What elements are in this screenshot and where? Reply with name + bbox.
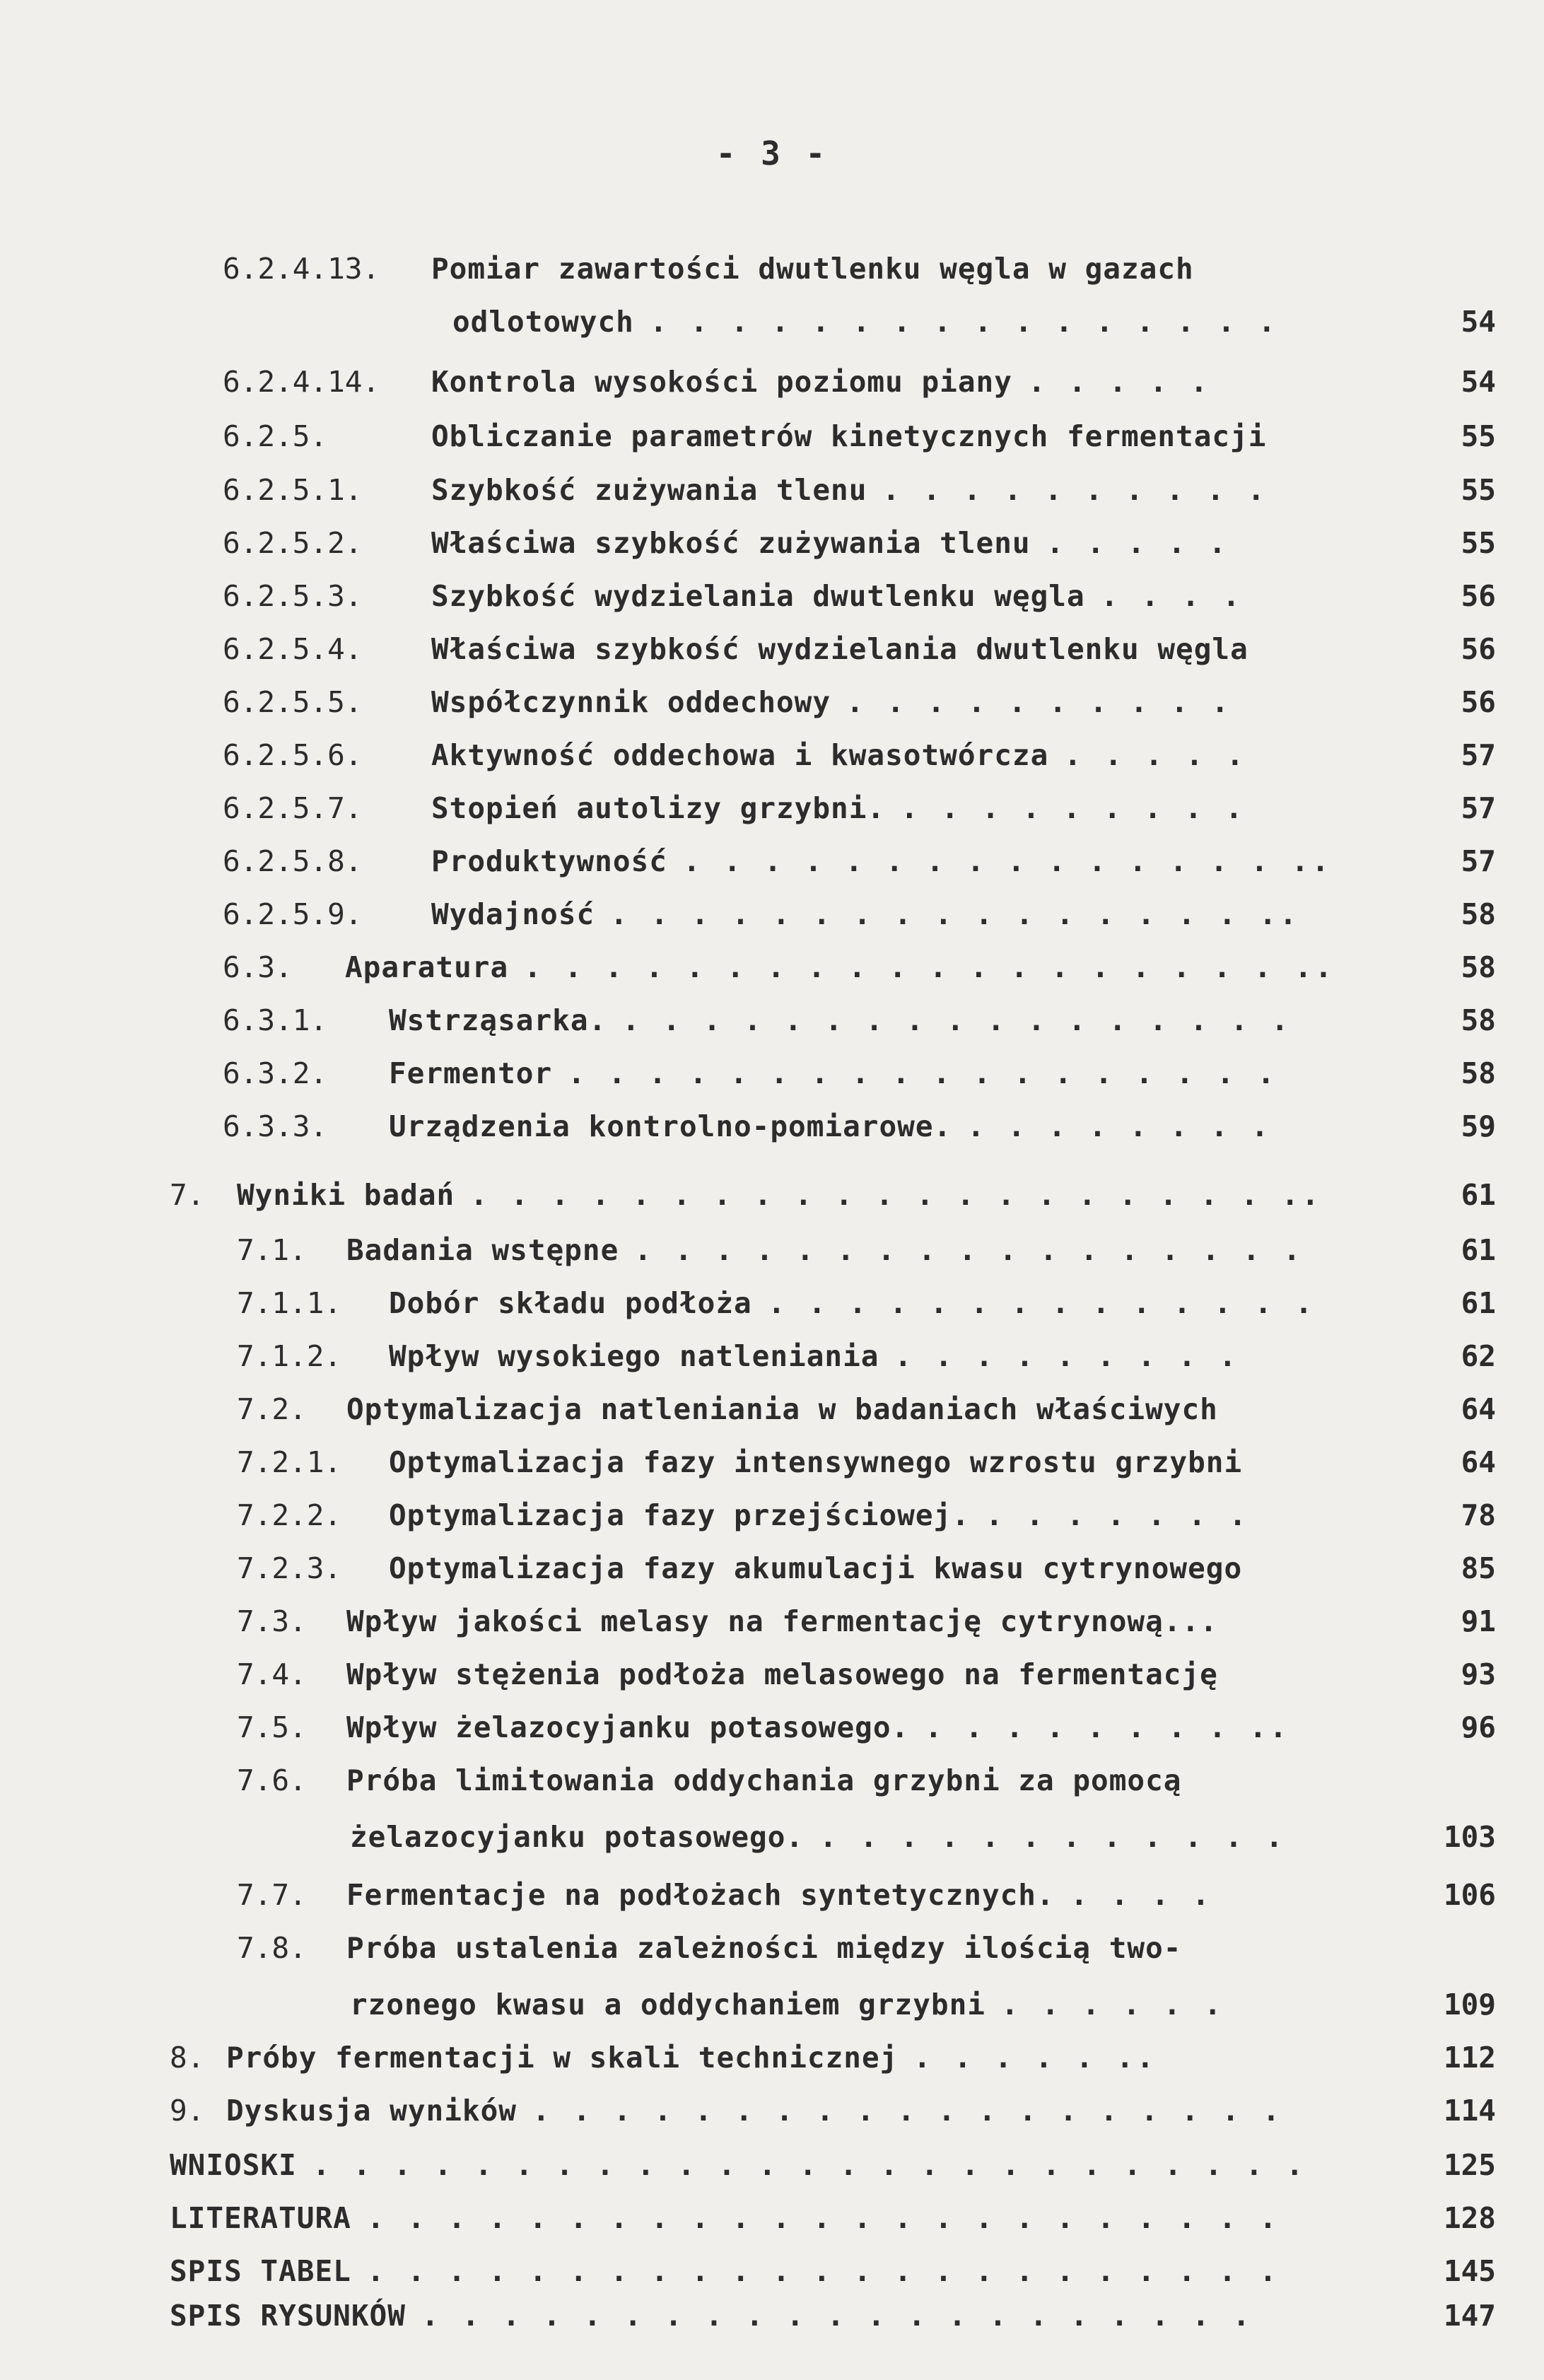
toc-entry-number: 8.	[170, 2041, 205, 2075]
toc-entry-page: 147	[1443, 2299, 1496, 2333]
toc-entry-title: SPIS RYSUNKÓW	[170, 2299, 406, 2333]
toc-entry-number: 7.1.	[237, 1233, 307, 1267]
toc-entry-title: Wpływ stężenia podłoża melasowego na fermentację	[346, 1657, 1218, 1691]
toc-entry	[0, 1980, 1544, 2029]
toc-entry	[0, 1331, 1544, 1381]
toc-entry-number: 6.2.4.14.	[223, 365, 380, 399]
toc-entry-title: Fermentacje na podłożach syntetycznych.	[346, 1878, 1055, 1912]
toc-entry	[0, 836, 1544, 886]
toc-entry-leader: . . . . . . . . . . . . . . . . . . .	[532, 2094, 1283, 2128]
toc-entry-page: 78	[1461, 1498, 1496, 1532]
toc-entry-number: 7.3.	[237, 1604, 307, 1638]
toc-entry-leader: . . . . . . . . . . . . . . . ..	[683, 844, 1332, 878]
toc-entry	[0, 2086, 1544, 2135]
toc-entry-leader: . . . . . . . . . . . . . .	[768, 1286, 1316, 1320]
toc-entry-title: Wstrząsarka.	[389, 1003, 607, 1037]
toc-entry	[0, 357, 1544, 407]
toc-entry	[0, 2291, 1544, 2340]
toc-entry-page: 61	[1461, 1286, 1496, 1320]
toc-entry-title: Wpływ żelazocyjanku potasowego.	[346, 1710, 910, 1744]
toc-entry-leader: . . . . . . . . . . . .	[819, 1820, 1286, 1854]
toc-entry-title: Wpływ jakości melasy na fermentację cytrynową...	[346, 1604, 1218, 1638]
toc-entry-number: 7.2.3.	[237, 1551, 342, 1585]
toc-entry	[0, 1870, 1544, 1920]
toc-entry-number: 7.1.2.	[237, 1339, 342, 1373]
toc-entry-title: SPIS TABEL	[170, 2254, 351, 2288]
toc-entry-page: 54	[1461, 305, 1496, 339]
toc-entry-number: 7.4.	[237, 1657, 307, 1691]
toc-entry	[0, 518, 1544, 568]
toc-entry-title: Optymalizacja fazy akumulacji kwasu cytrynowego	[389, 1551, 1243, 1585]
toc-entry-title: Właściwa szybkość zużywania tlenu	[431, 526, 1031, 560]
toc-entry	[0, 1923, 1544, 1973]
toc-entry	[0, 783, 1544, 833]
toc-entry-leader: . . . . . . . . . . . . . . . . . . . . . . .	[367, 2254, 1280, 2288]
toc-entry-number: 6.2.5.7.	[223, 791, 363, 825]
toc-entry-page: 55	[1461, 419, 1496, 453]
toc-entry-title: Wydajność	[431, 897, 595, 931]
toc-entry	[0, 1384, 1544, 1434]
toc-entry-page: 55	[1461, 526, 1496, 560]
toc-entry-leader: . . . . . ..	[913, 2041, 1157, 2075]
toc-entry-leader: . . . .	[1070, 1878, 1212, 1912]
toc-entry	[0, 1756, 1544, 1805]
toc-entry	[0, 1544, 1544, 1593]
toc-entry	[0, 1812, 1544, 1862]
page-number: - 3 -	[715, 134, 829, 173]
toc-entry-title: Stopień autolizy grzybni.	[431, 791, 886, 825]
toc-entry-page: 103	[1443, 1820, 1496, 1854]
toc-entry-page: 54	[1461, 365, 1496, 399]
toc-entry-page: 56	[1461, 632, 1496, 666]
toc-entry-leader: . . . . . . . . .	[894, 1339, 1239, 1373]
toc-entry-page: 128	[1443, 2201, 1496, 2235]
toc-entry-leader: . . . . . .	[1001, 1988, 1224, 2022]
toc-entry	[0, 677, 1544, 727]
toc-entry-number: 6.2.4.13.	[223, 252, 380, 286]
toc-entry-page: 59	[1461, 1109, 1496, 1143]
toc-entry	[0, 244, 1544, 293]
toc-entry-page: 56	[1461, 685, 1496, 719]
toc-entry-leader: . . . . . . . . . . . . . . . . . . . . .	[421, 2299, 1253, 2333]
toc-entry-number: 7.2.1.	[237, 1445, 342, 1479]
toc-entry-title: Fermentor	[389, 1056, 553, 1090]
toc-entry-leader: . . . . . . . . .	[901, 791, 1246, 825]
toc-entry-title: Współczynnik oddechowy	[431, 685, 831, 719]
toc-entry-title: Pomiar zawartości dwutlenku węgla w gazach	[431, 252, 1194, 286]
toc-entry-page: 93	[1461, 1657, 1496, 1691]
toc-entry-page: 96	[1461, 1710, 1496, 1744]
toc-entry-page: 57	[1461, 738, 1496, 772]
toc-entry-number: 6.3.2.	[223, 1056, 328, 1090]
toc-entry	[0, 1703, 1544, 1752]
toc-entry-title: Próba limitowania oddychania grzybni za pomocą	[346, 1763, 1182, 1797]
toc-entry	[0, 1650, 1544, 1699]
toc-entry-number: 7.2.	[237, 1392, 307, 1426]
toc-entry-title: Właściwa szybkość wydzielania dwutlenku węgla	[431, 632, 1248, 666]
toc-entry	[0, 1049, 1544, 1098]
toc-entry-number: 7.5.	[237, 1710, 307, 1744]
toc-entry-number: 7.2.2.	[237, 1498, 342, 1532]
toc-entry-page: 106	[1443, 1878, 1496, 1912]
toc-entry-page: 62	[1461, 1339, 1496, 1373]
toc-entry-title: Badania wstępne	[346, 1233, 619, 1267]
toc-entry-title: Optymalizacja fazy intensywnego wzrostu grzybni	[389, 1445, 1243, 1479]
toc-entry	[0, 297, 1544, 346]
toc-entry-number: 6.2.5.5.	[223, 685, 363, 719]
toc-entry-leader: . . . . .	[1046, 526, 1229, 560]
toc-entry-page: 145	[1443, 2254, 1496, 2288]
toc-entry-number: 6.2.5.1.	[223, 473, 363, 507]
toc-entry-page: 57	[1461, 844, 1496, 878]
toc-entry	[0, 624, 1544, 674]
toc-entry-page: 91	[1461, 1604, 1496, 1638]
toc-entry	[0, 2033, 1544, 2082]
toc-entry-leader: . . . . . . . . . . . . . . . . . . . . . . . . .	[312, 2148, 1306, 2182]
toc-entry	[0, 730, 1544, 780]
toc-entry-leader: . . . . . . . . . . . . . . . .	[650, 305, 1279, 339]
toc-entry	[0, 1491, 1544, 1540]
toc-entry-title: rzonego kwasu a oddychaniem grzybni	[350, 1988, 986, 2022]
toc-entry-title: Wpływ wysokiego natleniania	[389, 1339, 879, 1373]
toc-entry-leader: . . . . .	[1028, 365, 1211, 399]
toc-entry-page: 61	[1461, 1178, 1496, 1212]
toc-entry-page: 114	[1443, 2094, 1496, 2128]
toc-entry-page: 58	[1461, 897, 1496, 931]
toc-entry-number: 6.2.5.3.	[223, 579, 363, 613]
toc-entry-number: 6.3.	[223, 950, 293, 984]
toc-entry-title: Produktywność	[431, 844, 667, 878]
toc-entry-leader: . . . . . . . . . . . . . . . . . . . . ..	[470, 1178, 1322, 1212]
toc-entry-number: 6.2.5.6.	[223, 738, 363, 772]
toc-entry-title: odlotowych	[452, 305, 634, 339]
toc-entry	[0, 1278, 1544, 1328]
toc-entry-page: 55	[1461, 473, 1496, 507]
toc-entry-leader: . . . .	[1101, 579, 1243, 613]
toc-entry-page: 58	[1461, 1056, 1496, 1090]
toc-entry-page: 112	[1443, 2041, 1496, 2075]
toc-entry-leader: . . . . . . .	[986, 1498, 1249, 1532]
toc-entry-title: Szybkość wydzielania dwutlenku węgla	[431, 579, 1085, 613]
toc-entry-page: 85	[1461, 1551, 1496, 1585]
toc-entry-title: Dyskusja wyników	[226, 2094, 517, 2128]
toc-entry-page: 58	[1461, 950, 1496, 984]
toc-entry-page: 64	[1461, 1445, 1496, 1479]
toc-entry-leader: . . . . . . . . . . . . . . . . .	[622, 1003, 1292, 1037]
toc-entry-leader: . . . . . . . . . . . . . . . . ..	[610, 897, 1300, 931]
toc-entry-leader: . . . . . . . . . . . . . . . . . .	[568, 1056, 1277, 1090]
toc-entry-title: Dobór składu podłoża	[389, 1286, 752, 1320]
toc-entry-title: Szybkość zużywania tlenu	[431, 473, 867, 507]
toc-entry-leader: . . . . . . . . . .	[882, 473, 1268, 507]
toc-entry-title: Optymalizacja fazy przejściowej.	[389, 1498, 970, 1532]
toc-entry-leader: . . . . . . . . . . . . . . . . .	[634, 1233, 1304, 1267]
toc-entry-page: 125	[1443, 2148, 1496, 2182]
toc-entry-number: 7.8.	[237, 1931, 307, 1965]
toc-entry-number: 7.6.	[237, 1763, 307, 1797]
toc-entry-title: WNIOSKI	[170, 2148, 297, 2182]
toc-entry-number: 6.2.5.2.	[223, 526, 363, 560]
toc-entry-page: 57	[1461, 791, 1496, 825]
toc-entry-number: 6.3.3.	[223, 1109, 328, 1143]
toc-entry-title: Aktywność oddechowa i kwasotwórcza	[431, 738, 1049, 772]
toc-entry-title: Wyniki badań	[237, 1178, 455, 1212]
toc-entry	[0, 1597, 1544, 1646]
toc-entry-number: 6.2.5.	[223, 419, 328, 453]
toc-entry-title: Optymalizacja natleniania w badaniach właściwych	[346, 1392, 1218, 1426]
toc-entry-title: żelazocyjanku potasowego.	[350, 1820, 805, 1854]
toc-entry	[0, 1102, 1544, 1151]
toc-entry-title: Aparatura	[345, 950, 509, 984]
toc-entry-leader: . . . . . . . . . . . . . . . . . . . ..	[524, 950, 1335, 984]
toc-entry-leader: . . . . . . . . . . . . . . . . . . . . . . .	[367, 2201, 1280, 2235]
toc-entry	[0, 1170, 1544, 1220]
toc-entry-page: 56	[1461, 579, 1496, 613]
toc-entry-page: 61	[1461, 1233, 1496, 1267]
toc-entry	[0, 465, 1544, 515]
toc-entry	[0, 571, 1544, 621]
toc-entry-leader: . . . . . . . . ..	[925, 1710, 1290, 1744]
toc-entry	[0, 996, 1544, 1045]
toc-entry-title: Próba ustalenia zależności między ilością two-	[346, 1931, 1182, 1965]
toc-entry-title: Kontrola wysokości poziomu piany	[431, 365, 1012, 399]
toc-entry-leader: . . . . . . . . . .	[846, 685, 1232, 719]
toc-entry	[0, 2246, 1544, 2296]
toc-entry-number: 7.	[170, 1178, 205, 1212]
toc-entry-number: 9.	[170, 2094, 205, 2128]
toc-entry-page: 64	[1461, 1392, 1496, 1426]
toc-entry-title: Próby fermentacji w skali technicznej	[226, 2041, 899, 2075]
toc-entry-title: Urządzenia kontrolno-pomiarowe.	[389, 1109, 952, 1143]
toc-entry	[0, 943, 1544, 992]
toc-entry-number: 6.3.1.	[223, 1003, 328, 1037]
toc-entry-page: 58	[1461, 1003, 1496, 1037]
toc-entry-page: 109	[1443, 1988, 1496, 2022]
toc-entry-title: LITERATURA	[170, 2201, 351, 2235]
toc-entry	[0, 1225, 1544, 1275]
toc-entry-number: 7.1.1.	[237, 1286, 342, 1320]
toc-entry-number: 6.2.5.4.	[223, 632, 363, 666]
toc-entry-number: 6.2.5.9.	[223, 897, 363, 931]
toc-entry-title: Obliczanie parametrów kinetycznych fermentacji	[431, 419, 1267, 453]
toc-entry-leader: . . . . . . . .	[967, 1109, 1272, 1143]
toc-entry	[0, 2193, 1544, 2243]
toc-entry-number: 6.2.5.8.	[223, 844, 363, 878]
toc-entry-leader: . . . . .	[1064, 738, 1247, 772]
toc-entry	[0, 412, 1544, 461]
toc-entry	[0, 1437, 1544, 1487]
toc-entry-number: 7.7.	[237, 1878, 307, 1912]
toc-entry	[0, 889, 1544, 939]
toc-entry	[0, 2140, 1544, 2190]
